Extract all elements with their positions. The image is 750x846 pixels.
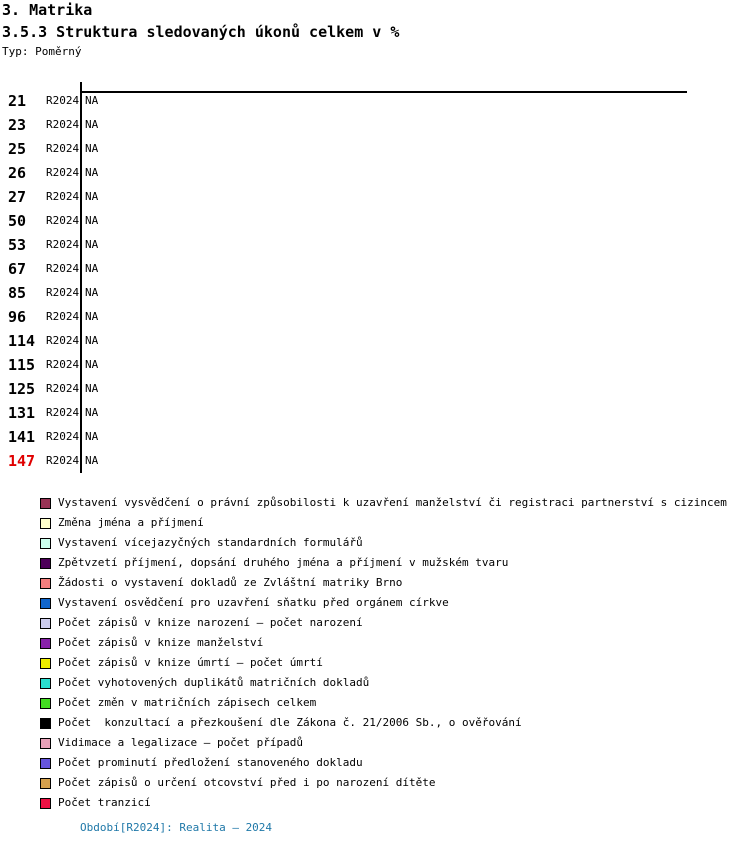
legend-color-swatch: [40, 598, 51, 609]
row-value: NA: [85, 406, 99, 419]
row-category-label: 53: [8, 236, 27, 254]
legend-color-swatch: [40, 698, 51, 709]
row-value: NA: [85, 454, 99, 467]
table-row: [0, 142, 750, 156]
legend-color-swatch: [40, 538, 51, 549]
legend-item: [40, 617, 363, 629]
chart-title: 3.5.3 Struktura sledovaných úkonů celkem v %: [2, 23, 400, 41]
row-period-label: R2024: [46, 214, 80, 227]
legend-item-label: Počet zápisů o určení otcovství před i po narození dítěte: [58, 776, 436, 789]
legend-item-label: Počet zápisů v knize narození – počet narození: [58, 616, 363, 629]
row-category-label: 147: [8, 452, 36, 470]
row-category-label: 115: [8, 356, 36, 374]
legend-color-swatch: [40, 678, 51, 689]
table-row: [0, 454, 750, 468]
legend-item: [40, 657, 323, 669]
section-title: 3. Matrika: [2, 1, 93, 19]
legend-color-swatch: [40, 578, 51, 589]
row-period-label: R2024: [46, 310, 80, 323]
row-category-label: 50: [8, 212, 27, 230]
row-value: NA: [85, 262, 99, 275]
legend-item: [40, 757, 363, 769]
row-value: NA: [85, 238, 99, 251]
row-period-label: R2024: [46, 94, 80, 107]
legend-item-label: Počet vyhotovených duplikátů matričních dokladů: [58, 676, 370, 689]
legend-color-swatch: [40, 758, 51, 769]
row-period-label: R2024: [46, 286, 80, 299]
row-value: NA: [85, 94, 99, 107]
legend-item: [40, 557, 508, 569]
table-row: [0, 406, 750, 420]
row-period-label: R2024: [46, 382, 80, 395]
row-value: NA: [85, 190, 99, 203]
legend-item-label: Změna jména a příjmení: [58, 516, 204, 529]
row-value: NA: [85, 118, 99, 131]
row-value: NA: [85, 286, 99, 299]
legend-item-label: Vidimace a legalizace – počet případů: [58, 736, 304, 749]
table-row: [0, 262, 750, 276]
legend-item-label: Počet zápisů v knize manželství: [58, 636, 264, 649]
table-row: [0, 310, 750, 324]
row-category-label: 21: [8, 92, 27, 110]
table-row: [0, 214, 750, 228]
row-period-label: R2024: [46, 166, 80, 179]
row-category-label: 141: [8, 428, 36, 446]
legend-color-swatch: [40, 778, 51, 789]
legend-item-label: Vystavení vysvědčení o právní způsobilosti k uzavření manželství či registraci partnerství s cizincem: [58, 496, 727, 509]
legend-color-swatch: [40, 658, 51, 669]
row-category-label: 114: [8, 332, 36, 350]
table-row: [0, 190, 750, 204]
table-row: [0, 334, 750, 348]
row-period-label: R2024: [46, 118, 80, 131]
row-period-label: R2024: [46, 430, 80, 443]
row-period-label: R2024: [46, 334, 80, 347]
row-value: NA: [85, 334, 99, 347]
row-category-label: 27: [8, 188, 27, 206]
legend-color-swatch: [40, 718, 51, 729]
legend-item: [40, 497, 727, 509]
legend-color-swatch: [40, 498, 51, 509]
legend-item-label: Vystavení vícejazyčných standardních formulářů: [58, 536, 363, 549]
row-category-label: 67: [8, 260, 27, 278]
legend-item: [40, 737, 303, 749]
legend-item: [40, 697, 316, 709]
table-row: [0, 238, 750, 252]
legend-color-swatch: [40, 518, 51, 529]
legend-item: [40, 677, 369, 689]
row-period-label: R2024: [46, 406, 80, 419]
table-row: [0, 94, 750, 108]
row-category-label: 96: [8, 308, 27, 326]
table-row: [0, 382, 750, 396]
legend-item-label: Počet konzultací a přezkoušení dle Zákona č. 21/2006 Sb., o ověřování: [58, 716, 522, 729]
legend-item-label: Počet prominutí předložení stanoveného dokladu: [58, 756, 363, 769]
row-category-label: 85: [8, 284, 27, 302]
row-value: NA: [85, 310, 99, 323]
legend-item-label: Zpětvzetí příjmení, dopsání druhého jména a příjmení v mužském tvaru: [58, 556, 509, 569]
legend-item: [40, 637, 263, 649]
row-value: NA: [85, 142, 99, 155]
legend-item: [40, 517, 204, 529]
row-period-label: R2024: [46, 454, 80, 467]
legend-item-label: Vystavení osvědčení pro uzavření sňatku před orgánem církve: [58, 596, 449, 609]
row-category-label: 131: [8, 404, 36, 422]
period-footer: Období[R2024]: Realita – 2024: [80, 821, 273, 834]
table-row: [0, 358, 750, 372]
row-value: NA: [85, 358, 99, 371]
legend-item: [40, 597, 449, 609]
legend-item: [40, 577, 402, 589]
row-value: NA: [85, 166, 99, 179]
table-row: [0, 118, 750, 132]
row-value: NA: [85, 430, 99, 443]
row-period-label: R2024: [46, 358, 80, 371]
row-period-label: R2024: [46, 262, 80, 275]
legend-item-label: Počet zápisů v knize úmrtí – počet úmrtí: [58, 656, 323, 669]
legend-item-label: Žádosti o vystavení dokladů ze Zvláštní matriky Brno: [58, 576, 403, 589]
legend-item: [40, 797, 151, 809]
legend-item: [40, 717, 522, 729]
row-value: NA: [85, 382, 99, 395]
row-category-label: 26: [8, 164, 27, 182]
legend-item: [40, 777, 436, 789]
row-category-label: 125: [8, 380, 36, 398]
legend-item-label: Počet změn v matričních zápisech celkem: [58, 696, 317, 709]
x-axis-line: [80, 91, 687, 93]
row-category-label: 25: [8, 140, 27, 158]
legend-item: [40, 537, 363, 549]
row-period-label: R2024: [46, 238, 80, 251]
row-value: NA: [85, 214, 99, 227]
row-category-label: 23: [8, 116, 27, 134]
table-row: [0, 286, 750, 300]
legend-color-swatch: [40, 558, 51, 569]
legend-color-swatch: [40, 738, 51, 749]
row-period-label: R2024: [46, 190, 80, 203]
chart-type-label: Typ: Poměrný: [2, 45, 82, 58]
table-row: [0, 430, 750, 444]
legend-color-swatch: [40, 618, 51, 629]
legend-color-swatch: [40, 798, 51, 809]
legend-color-swatch: [40, 638, 51, 649]
table-row: [0, 166, 750, 180]
row-period-label: R2024: [46, 142, 80, 155]
legend-item-label: Počet tranzicí: [58, 796, 151, 809]
